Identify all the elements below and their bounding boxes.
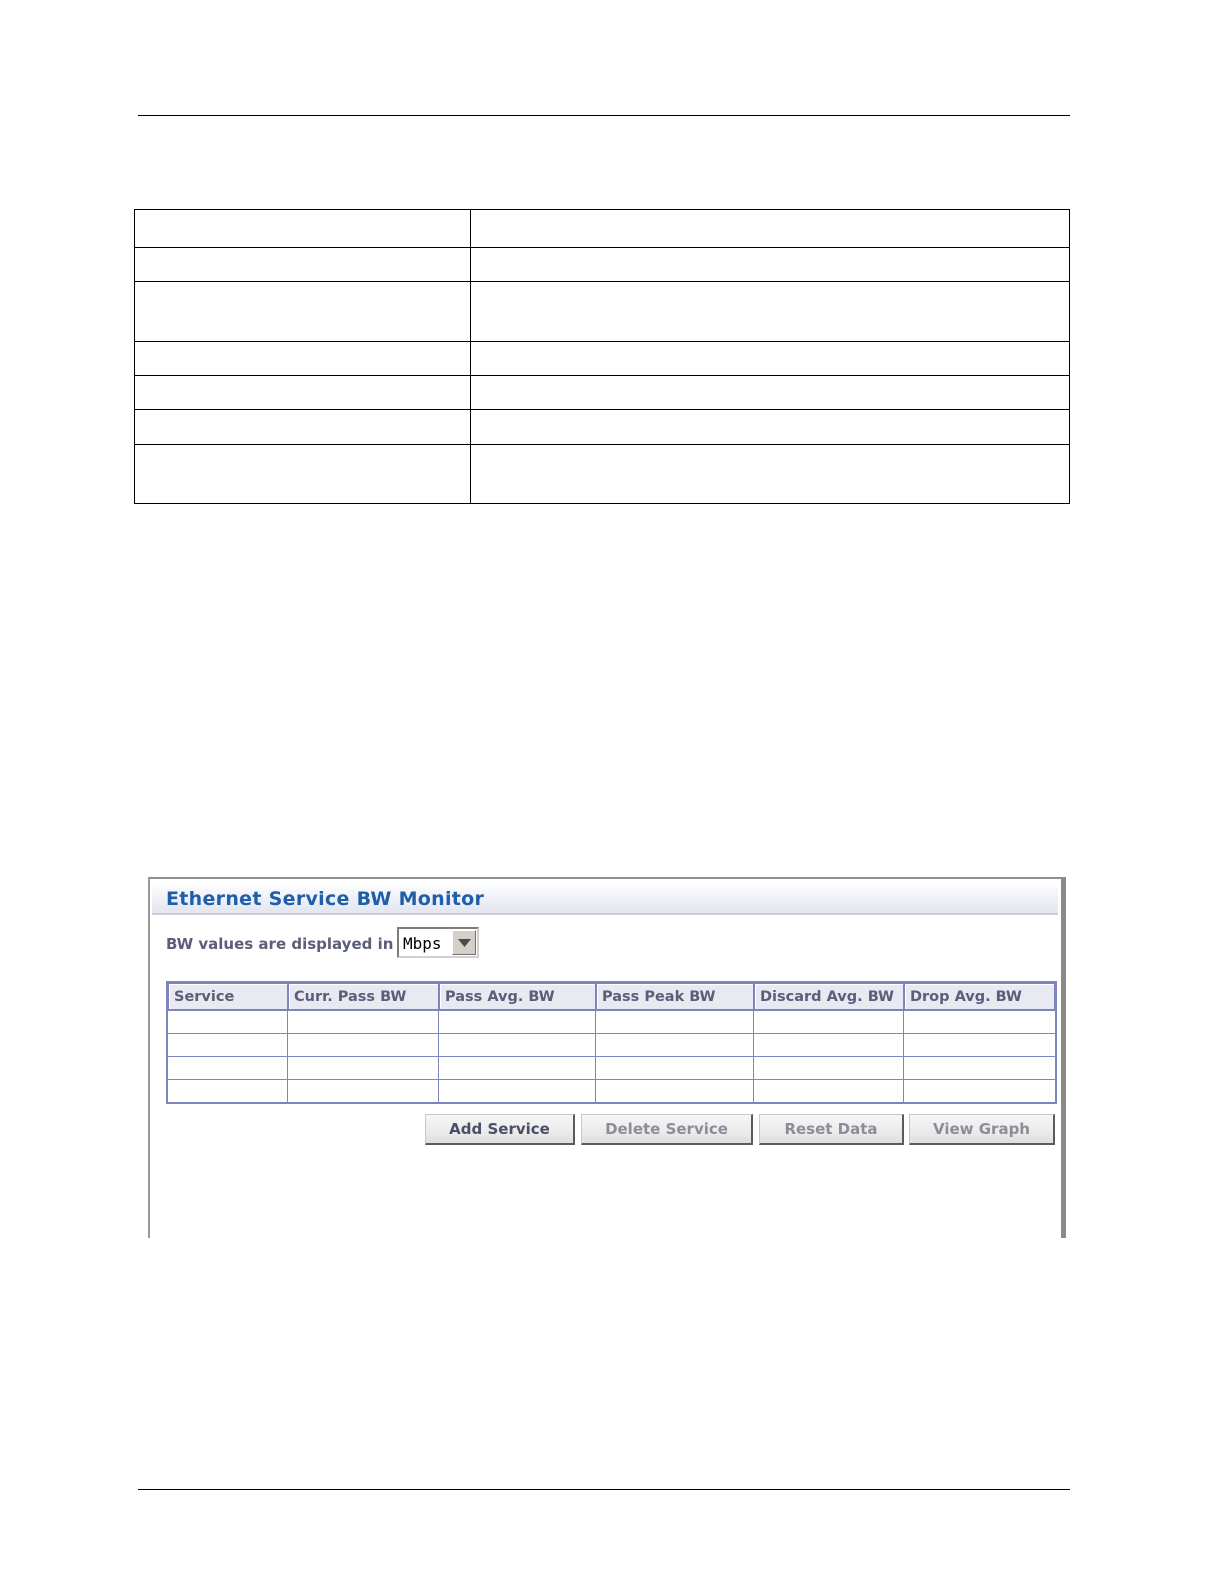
table-row — [135, 210, 1070, 248]
table-cell[interactable] — [168, 1079, 288, 1102]
table-cell — [471, 376, 1070, 410]
document-table — [134, 209, 1070, 504]
table-cell[interactable] — [596, 1079, 754, 1102]
table-cell — [135, 342, 471, 376]
table-cell — [135, 376, 471, 410]
table-cell — [135, 248, 471, 282]
bw-monitor-panel — [148, 877, 1066, 1238]
column-header-curr-pass-bw[interactable]: Curr. Pass BW — [288, 983, 439, 1010]
table-row — [135, 410, 1070, 445]
table-row — [135, 282, 1070, 342]
table-cell — [135, 282, 471, 342]
table-cell — [471, 410, 1070, 445]
table-row — [135, 376, 1070, 410]
column-header-pass-avg-bw[interactable]: Pass Avg. BW — [439, 983, 596, 1010]
table-cell[interactable] — [168, 1056, 288, 1079]
table-cell[interactable] — [439, 1033, 596, 1056]
table-row[interactable] — [168, 1079, 1055, 1102]
table-cell[interactable] — [754, 1056, 904, 1079]
view-graph-button[interactable]: View Graph — [909, 1114, 1055, 1145]
table-cell[interactable] — [288, 1079, 439, 1102]
column-header-discard-avg-bw[interactable]: Discard Avg. BW — [754, 983, 904, 1010]
table-row[interactable] — [168, 1056, 1055, 1079]
table-cell[interactable] — [168, 1033, 288, 1056]
table-cell — [135, 445, 471, 504]
units-select-value: Mbps — [403, 934, 442, 953]
table-row[interactable] — [168, 1010, 1055, 1033]
bw-monitor-table — [166, 981, 1057, 1104]
chevron-down-icon — [458, 939, 471, 947]
table-row — [135, 248, 1070, 282]
table-cell[interactable] — [596, 1010, 754, 1033]
column-header-drop-avg-bw[interactable]: Drop Avg. BW — [904, 983, 1055, 1010]
table-cell — [471, 282, 1070, 342]
table-cell — [135, 210, 471, 248]
table-cell[interactable] — [439, 1056, 596, 1079]
table-cell — [471, 342, 1070, 376]
table-cell[interactable] — [439, 1079, 596, 1102]
table-header-row — [168, 983, 1055, 1010]
table-cell — [471, 210, 1070, 248]
column-header-pass-peak-bw[interactable]: Pass Peak BW — [596, 983, 754, 1010]
table-cell[interactable] — [754, 1010, 904, 1033]
table-cell — [471, 248, 1070, 282]
table-cell[interactable] — [904, 1056, 1055, 1079]
column-header-service[interactable]: Service — [168, 983, 288, 1010]
table-row[interactable] — [168, 1033, 1055, 1056]
table-cell — [471, 445, 1070, 504]
add-service-button[interactable]: Add Service — [425, 1114, 575, 1145]
page-footer-rule — [138, 1489, 1070, 1490]
table-cell[interactable] — [904, 1010, 1055, 1033]
units-select[interactable] — [397, 927, 479, 958]
panel-header — [152, 882, 1058, 915]
table-row — [135, 342, 1070, 376]
table-cell[interactable] — [596, 1033, 754, 1056]
table-cell[interactable] — [754, 1033, 904, 1056]
table-cell[interactable] — [904, 1033, 1055, 1056]
table-cell[interactable] — [596, 1056, 754, 1079]
page-header-rule — [138, 115, 1070, 116]
table-row — [135, 445, 1070, 504]
table-cell — [135, 410, 471, 445]
reset-data-button[interactable]: Reset Data — [759, 1114, 904, 1145]
units-label: BW values are displayed in — [166, 935, 394, 953]
delete-service-button[interactable]: Delete Service — [581, 1114, 753, 1145]
table-cell[interactable] — [439, 1010, 596, 1033]
table-cell[interactable] — [168, 1010, 288, 1033]
table-cell[interactable] — [288, 1056, 439, 1079]
panel-title: Ethernet Service BW Monitor — [166, 888, 485, 910]
table-cell[interactable] — [904, 1079, 1055, 1102]
table-cell[interactable] — [288, 1033, 439, 1056]
dropdown-button[interactable] — [452, 930, 476, 955]
table-cell[interactable] — [288, 1010, 439, 1033]
table-cell[interactable] — [754, 1079, 904, 1102]
